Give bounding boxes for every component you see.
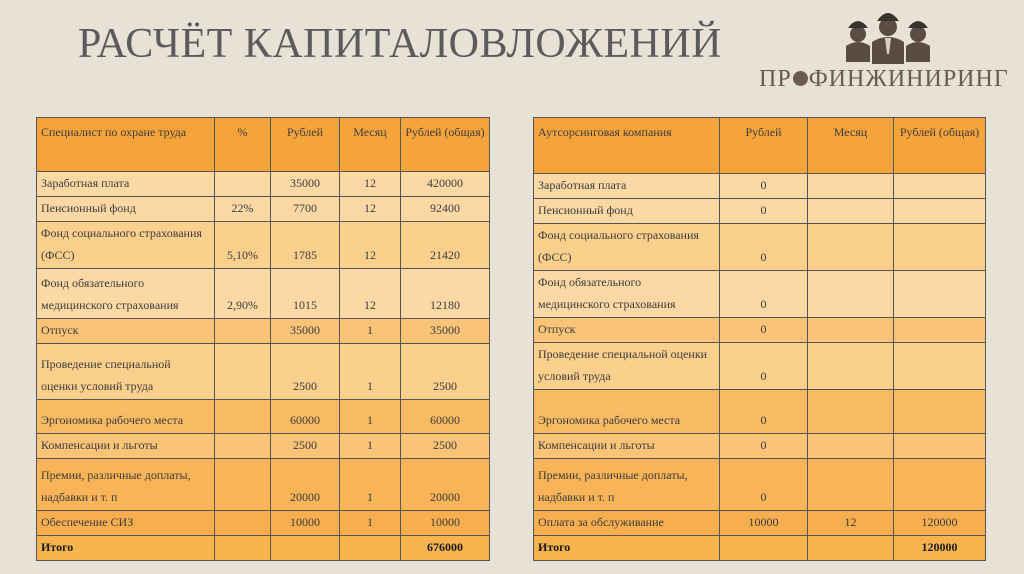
total-cell: 21420 bbox=[401, 222, 490, 269]
row-label: Пенсионный фонд bbox=[37, 197, 215, 222]
total-cell bbox=[894, 271, 986, 318]
col-header: Аутсорсинговая компания bbox=[534, 118, 720, 174]
total-label: Итого bbox=[534, 536, 720, 561]
table-row bbox=[37, 319, 490, 344]
row-label: Заработная плата bbox=[37, 172, 215, 197]
rub-cell: 1015 bbox=[271, 269, 340, 319]
rub-cell: 0 bbox=[720, 271, 808, 318]
rub-cell: 0 bbox=[720, 199, 808, 224]
total-cell bbox=[894, 199, 986, 224]
table-row bbox=[534, 434, 986, 459]
total-cell: 35000 bbox=[401, 319, 490, 344]
col-header: Специалист по охране труда bbox=[37, 118, 215, 172]
pct-cell bbox=[215, 459, 271, 511]
right-cost-table bbox=[533, 117, 986, 561]
table-row bbox=[37, 400, 490, 434]
table-row bbox=[37, 344, 490, 400]
grand-total-cell: 676000 bbox=[401, 536, 490, 561]
total-cell: 420000 bbox=[401, 172, 490, 197]
grand-total-cell: 120000 bbox=[894, 536, 986, 561]
empty-cell bbox=[808, 536, 894, 561]
month-cell: 1 bbox=[340, 459, 401, 511]
row-label: Премии, различные доплаты, надбавки и т. п bbox=[534, 459, 720, 511]
total-cell: 12180 bbox=[401, 269, 490, 319]
row-label: Заработная плата bbox=[534, 174, 720, 199]
month-cell bbox=[808, 434, 894, 459]
total-cell: 10000 bbox=[401, 511, 490, 536]
month-cell: 1 bbox=[340, 319, 401, 344]
page-title: РАСЧЁТ КАПИТАЛОВЛОЖЕНИЙ bbox=[78, 21, 722, 67]
month-cell bbox=[808, 174, 894, 199]
total-row bbox=[37, 536, 490, 561]
total-cell bbox=[894, 318, 986, 343]
month-cell bbox=[808, 318, 894, 343]
row-label: Оплата за обслуживание bbox=[534, 511, 720, 536]
month-cell bbox=[808, 390, 894, 434]
total-cell: 20000 bbox=[401, 459, 490, 511]
table-row bbox=[37, 434, 490, 459]
rub-cell: 0 bbox=[720, 224, 808, 271]
table-row bbox=[534, 390, 986, 434]
table-row bbox=[534, 318, 986, 343]
total-cell bbox=[894, 343, 986, 390]
rub-cell: 0 bbox=[720, 318, 808, 343]
table-row bbox=[37, 459, 490, 511]
month-cell: 12 bbox=[340, 222, 401, 269]
rub-cell: 2500 bbox=[271, 434, 340, 459]
pct-cell: 5,10% bbox=[215, 222, 271, 269]
rub-cell: 35000 bbox=[271, 319, 340, 344]
row-label: Компенсации и льготы bbox=[37, 434, 215, 459]
col-header: Рублей bbox=[271, 118, 340, 172]
row-label: Пенсионный фонд bbox=[534, 199, 720, 224]
total-cell bbox=[894, 459, 986, 511]
month-cell: 12 bbox=[340, 172, 401, 197]
month-cell bbox=[808, 343, 894, 390]
month-cell: 12 bbox=[340, 269, 401, 319]
month-cell bbox=[808, 199, 894, 224]
table-header-row bbox=[534, 118, 986, 174]
table-row bbox=[534, 511, 986, 536]
col-header: Рублей (общая) bbox=[401, 118, 490, 172]
table-header-row bbox=[37, 118, 490, 172]
row-label: Отпуск bbox=[534, 318, 720, 343]
month-cell bbox=[808, 271, 894, 318]
col-header: % bbox=[215, 118, 271, 172]
month-cell: 1 bbox=[340, 434, 401, 459]
table-row bbox=[37, 269, 490, 319]
row-label: Фонд обязательного медицинского страхования bbox=[37, 269, 215, 319]
empty-cell bbox=[720, 536, 808, 561]
empty-cell bbox=[215, 536, 271, 561]
month-cell: 1 bbox=[340, 344, 401, 400]
month-cell: 12 bbox=[340, 197, 401, 222]
col-header: Рублей bbox=[720, 118, 808, 174]
row-label: Фонд социального страхования (ФСС) bbox=[534, 224, 720, 271]
total-cell bbox=[894, 174, 986, 199]
total-cell: 120000 bbox=[894, 511, 986, 536]
brand-text-part1: ПР bbox=[759, 66, 792, 92]
engineers-logo-icon bbox=[838, 4, 938, 64]
rub-cell: 60000 bbox=[271, 400, 340, 434]
row-label: Обеспечение СИЗ bbox=[37, 511, 215, 536]
table-row bbox=[534, 271, 986, 318]
table-row bbox=[37, 197, 490, 222]
rub-cell: 0 bbox=[720, 174, 808, 199]
brand-wordmark bbox=[759, 66, 1009, 93]
table-row bbox=[534, 343, 986, 390]
month-cell bbox=[808, 459, 894, 511]
rub-cell: 10000 bbox=[720, 511, 808, 536]
left-cost-table bbox=[36, 117, 490, 561]
total-cell: 2500 bbox=[401, 434, 490, 459]
pct-cell: 2,90% bbox=[215, 269, 271, 319]
rub-cell: 10000 bbox=[271, 511, 340, 536]
row-label: Эргономика рабочего места bbox=[37, 400, 215, 434]
col-header: Рублей (общая) bbox=[894, 118, 986, 174]
pct-cell bbox=[215, 511, 271, 536]
rub-cell: 20000 bbox=[271, 459, 340, 511]
rub-cell: 0 bbox=[720, 343, 808, 390]
month-cell: 1 bbox=[340, 511, 401, 536]
row-label: Компенсации и льготы bbox=[534, 434, 720, 459]
pct-cell bbox=[215, 400, 271, 434]
pct-cell bbox=[215, 172, 271, 197]
total-cell: 92400 bbox=[401, 197, 490, 222]
rub-cell: 0 bbox=[720, 459, 808, 511]
empty-cell bbox=[271, 536, 340, 561]
table-row bbox=[37, 511, 490, 536]
table-row bbox=[534, 224, 986, 271]
brand-text-part2: ФИНЖИНИРИНГ bbox=[808, 66, 1009, 92]
table-row bbox=[37, 172, 490, 197]
total-row bbox=[534, 536, 986, 561]
rub-cell: 0 bbox=[720, 390, 808, 434]
total-cell: 60000 bbox=[401, 400, 490, 434]
pct-cell: 22% bbox=[215, 197, 271, 222]
row-label: Премии, различные доплаты, надбавки и т. п bbox=[37, 459, 215, 511]
table-row bbox=[534, 199, 986, 224]
total-cell bbox=[894, 224, 986, 271]
month-cell: 12 bbox=[808, 511, 894, 536]
col-header: Месяц bbox=[340, 118, 401, 172]
rub-cell: 35000 bbox=[271, 172, 340, 197]
rub-cell: 2500 bbox=[271, 344, 340, 400]
globe-icon bbox=[793, 71, 808, 86]
total-cell: 2500 bbox=[401, 344, 490, 400]
row-label: Проведение специальной оценки условий труда bbox=[534, 343, 720, 390]
row-label: Фонд обязательного медицинского страхования bbox=[534, 271, 720, 318]
table-row bbox=[534, 459, 986, 511]
pct-cell bbox=[215, 319, 271, 344]
pct-cell bbox=[215, 434, 271, 459]
total-label: Итого bbox=[37, 536, 215, 561]
row-label: Эргономика рабочего места bbox=[534, 390, 720, 434]
total-cell bbox=[894, 390, 986, 434]
empty-cell bbox=[340, 536, 401, 561]
row-label: Отпуск bbox=[37, 319, 215, 344]
pct-cell bbox=[215, 344, 271, 400]
row-label: Фонд социального страхования (ФСС) bbox=[37, 222, 215, 269]
rub-cell: 1785 bbox=[271, 222, 340, 269]
rub-cell: 0 bbox=[720, 434, 808, 459]
table-row bbox=[37, 222, 490, 269]
row-label: Проведение специальной оценки условий труда bbox=[37, 344, 215, 400]
total-cell bbox=[894, 434, 986, 459]
rub-cell: 7700 bbox=[271, 197, 340, 222]
month-cell: 1 bbox=[340, 400, 401, 434]
month-cell bbox=[808, 224, 894, 271]
table-row bbox=[534, 174, 986, 199]
col-header: Месяц bbox=[808, 118, 894, 174]
